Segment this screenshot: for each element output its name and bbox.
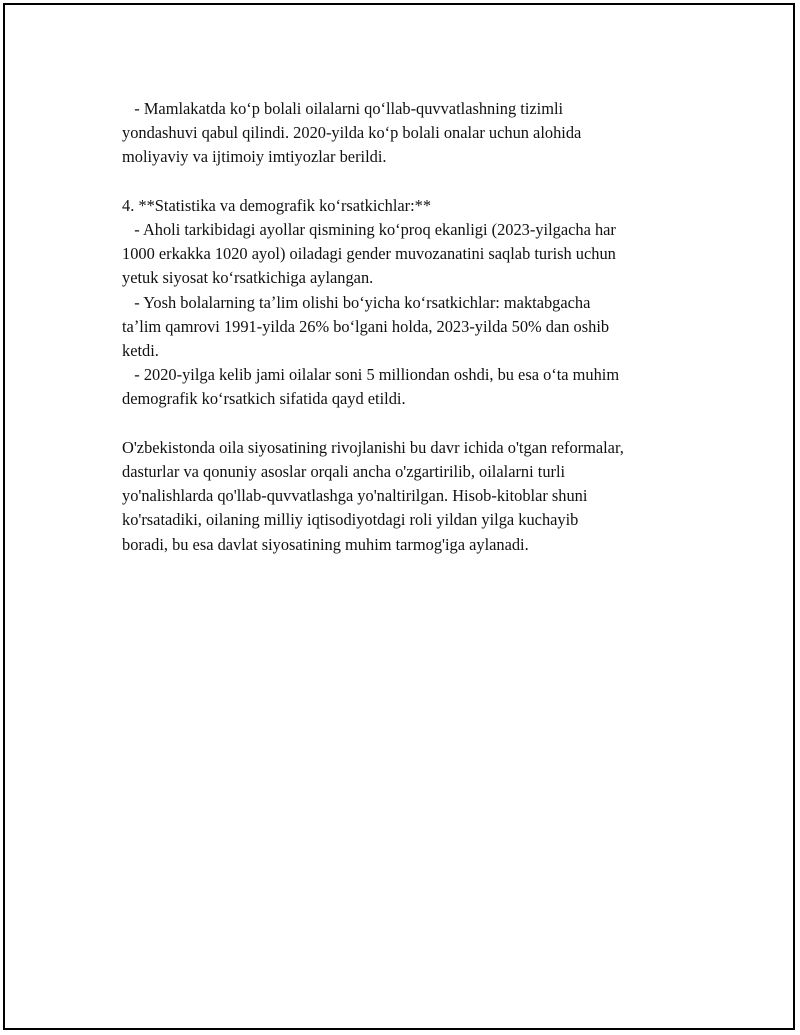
text-line: demografik koʻrsatkich sifatida qayd etildi. — [122, 389, 406, 409]
text-line: yetuk siyosat koʻrsatkichiga aylangan. — [122, 268, 374, 288]
paragraph-3 — [122, 436, 702, 557]
text-line: taʼlim qamrovi 1991-yilda 26% boʻlgani holda, 2023-yilda 50% dan oshib — [122, 316, 610, 336]
page-frame — [3, 3, 795, 1030]
text-line: yo'nalishlarda qo'llab-quvvatlashga yo'naltirilgan. Hisob-kitoblar shuni — [122, 486, 588, 506]
text-line: ko'rsatadiki, oilaning milliy iqtisodiyotdagi roli yildan yilga kuchayib — [122, 510, 579, 530]
text-line: ketdi. — [122, 341, 159, 361]
text-line: moliyaviy va ijtimoiy imtiyozlar berildi. — [122, 147, 387, 167]
paragraph-1 — [122, 97, 702, 170]
text-line: - 2020-yilga kelib jami oilalar soni 5 milliondan oshdi, bu esa oʻta muhim — [122, 365, 620, 385]
text-line: boradi, bu esa davlat siyosatining muhim tarmog'iga aylanadi. — [122, 534, 529, 554]
text-line: - Mamlakatda koʻp bolali oilalarni qoʻllab-quvvatlashning tizimli — [122, 99, 564, 118]
text-line: O'zbekistonda oila siyosatining rivojlanishi bu davr ichida o'tgan reformalar, — [122, 437, 624, 457]
text-line: yondashuvi qabul qilindi. 2020-yilda koʻp bolali onalar uchun alohida — [122, 123, 582, 143]
document-body — [122, 97, 702, 557]
text-line: 1000 erkakka 1020 ayol) oiladagi gender muvozanatini saqlab turish uchun — [122, 244, 616, 264]
section-heading: 4. **Statistika va demografik koʻrsatkichlar:** — [122, 195, 432, 215]
paragraph-2 — [122, 218, 702, 412]
text-line: - Aholi tarkibidagi ayollar qismining koʻproq ekanligi (2023-yilgacha har — [122, 220, 616, 239]
text-line: - Yosh bolalarning taʼlim olishi boʻyicha koʻrsatkichlar: maktabgacha — [122, 292, 591, 312]
paragraph-spacer — [122, 170, 702, 194]
paragraph-spacer — [122, 412, 702, 436]
text-line: dasturlar va qonuniy asoslar orqali ancha o'zgartirilib, oilalarni turli — [122, 462, 566, 482]
